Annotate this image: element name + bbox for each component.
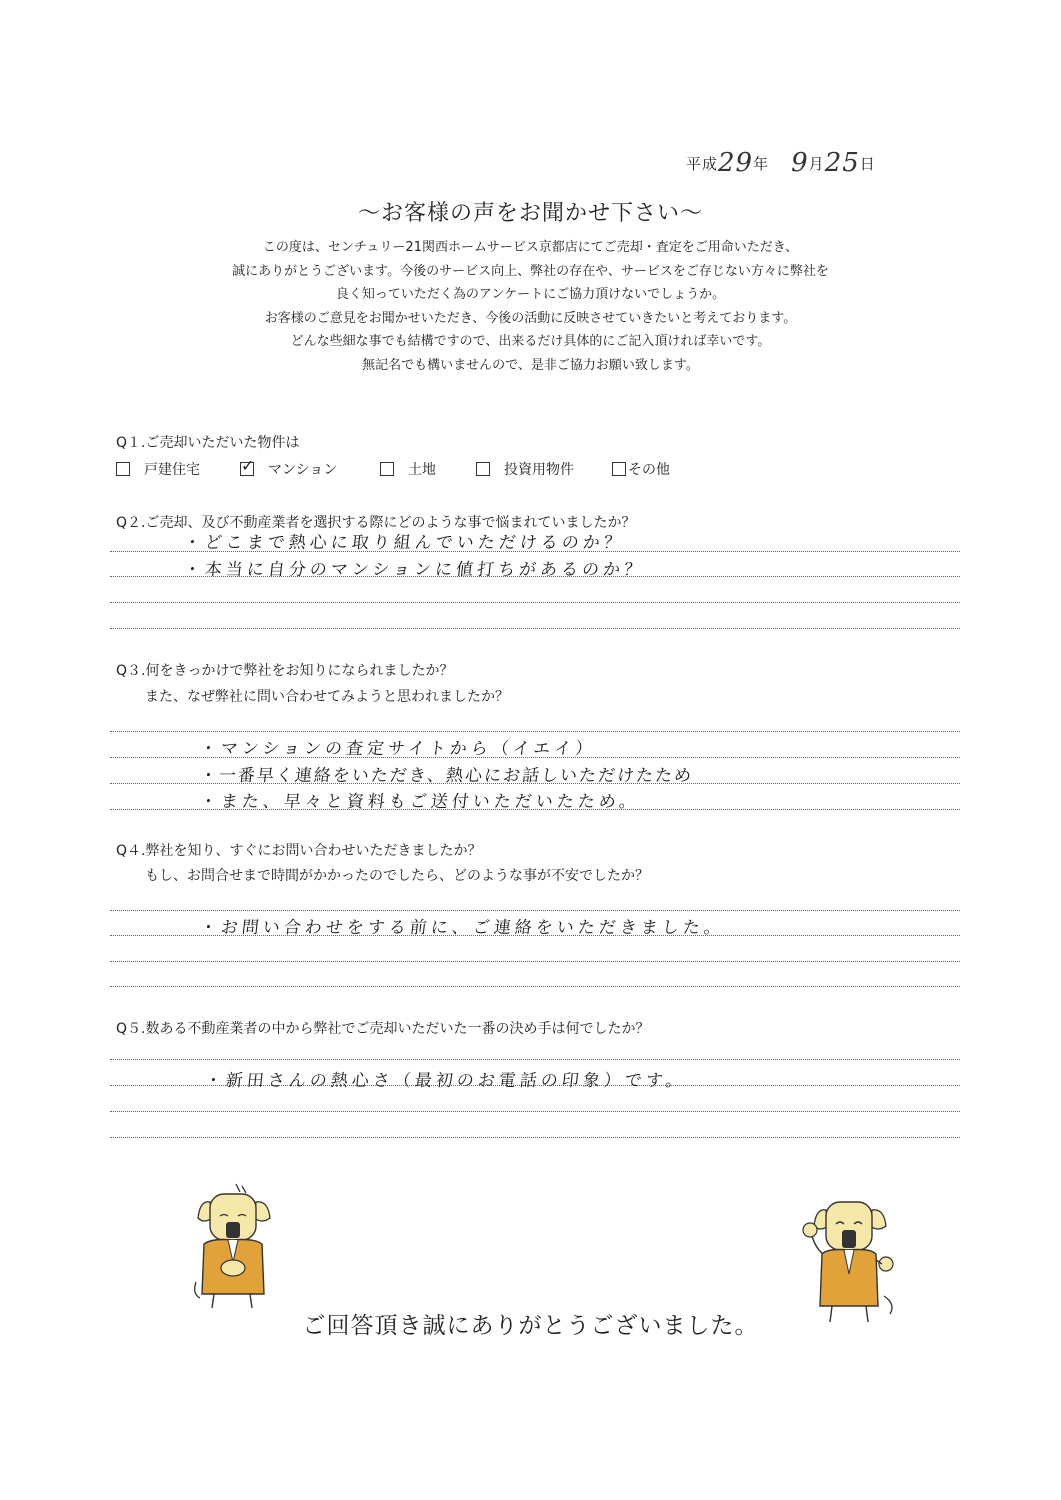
option-land[interactable]	[380, 459, 476, 479]
date-year: 29	[718, 148, 754, 178]
checkbox[interactable]	[612, 462, 626, 476]
option-label: マンション	[268, 462, 338, 478]
survey-date	[686, 146, 876, 176]
date-era: 平成	[686, 155, 719, 173]
question-5: Q５.数ある不動産業者の中から弊社でご売却いただいた一番の決め手は何でしたか？	[116, 1021, 650, 1037]
answer-q3-1: ・マンションの査定サイトから（イエイ）	[198, 739, 598, 759]
option-label: 投資用物件	[504, 462, 574, 478]
thanks-message: ご回答頂き誠にありがとうございました。	[302, 1313, 759, 1339]
option-mansion[interactable]	[240, 459, 380, 479]
date-year-unit: 年	[753, 155, 770, 173]
checkbox[interactable]	[380, 462, 394, 476]
checkbox[interactable]	[476, 462, 490, 476]
answer-q2-2: ・本当に自分のマンションに値打ちがあるのか？	[182, 560, 647, 580]
question-4-sub: もし、お問合せまで時間がかかったのでしたら、どのような事が不安でしたか？	[145, 868, 649, 884]
answer-line	[110, 1137, 960, 1138]
option-label: 戸建住宅	[144, 462, 200, 478]
intro-line: この度は、センチュリー21関西ホームサービス京都店にてご売却・査定をご用命いただき、	[262, 240, 799, 255]
answer-line	[110, 1111, 960, 1112]
date-month-unit: 月	[808, 155, 825, 173]
intro-line: 良く知っていただく為のアンケートにご協力頂けないでしょうか。	[335, 287, 726, 302]
answer-line	[110, 910, 960, 911]
question-1: Q１.ご売却いただいた物件は	[116, 435, 300, 451]
answer-line	[110, 1059, 960, 1060]
date-month: 9	[791, 148, 809, 178]
intro-line: 無記名でも構いませんので、是非ご協力お願い致します。	[362, 357, 699, 373]
question-3: Q３.何をきっかけで弊社をお知りになられましたか？	[116, 663, 454, 679]
option-other[interactable]	[612, 459, 670, 479]
question-3-sub: また、なぜ弊社に問い合わせてみようと思われましたか？	[145, 689, 509, 705]
date-day-unit: 日	[859, 155, 876, 173]
intro-text	[120, 236, 941, 377]
answer-line	[110, 961, 960, 962]
checkbox[interactable]	[116, 462, 130, 476]
q1-options	[116, 459, 670, 479]
option-investment[interactable]	[476, 459, 612, 479]
answer-q5-1: ・新田さんの熱心さ（最初のお電話の印象）です。	[203, 1071, 688, 1091]
answer-q3-3: ・また、早々と資料もご送付いただいたため。	[198, 792, 642, 812]
option-detached-house[interactable]	[116, 459, 240, 479]
option-label: 土地	[408, 462, 436, 478]
mascot-dog-bowing-icon	[190, 1182, 280, 1312]
intro-line: お客様のご意見をお聞かせいただき、今後の活動に反映させていきたいと考えております。	[264, 310, 797, 326]
answer-line	[110, 731, 960, 732]
date-day: 25	[824, 148, 860, 178]
answer-q2-1: ・どこまで熱心に取り組んでいただけるのか？	[182, 533, 626, 553]
intro-line: どんな些細な事でも結構ですので、出来るだけ具体的にご記入頂ければ幸いです。	[290, 334, 771, 349]
answer-line	[110, 602, 960, 603]
intro-line: 誠にありがとうございます。今後のサービス向上、弊社の存在や、サービスをご存じない方々に弊社を	[232, 263, 829, 279]
page-title: 〜お客様の声をお聞かせ下さい〜	[357, 201, 703, 226]
answer-q4-1: ・お問い合わせをする前に、ご連絡をいただきました。	[198, 918, 726, 938]
answer-line	[110, 628, 960, 629]
answer-line	[110, 986, 960, 987]
checkbox-checked[interactable]	[240, 462, 254, 476]
answer-q3-2: ・一番早く連絡をいただき、熱心にお話しいただけたため	[198, 766, 695, 786]
question-4: Q４.弊社を知り、すぐにお問い合わせいただきましたか？	[116, 843, 482, 859]
question-2: Q２.ご売却、及び不動産業者を選択する際にどのような事で悩まれていましたか？	[116, 515, 636, 531]
option-label: その他	[628, 462, 670, 478]
